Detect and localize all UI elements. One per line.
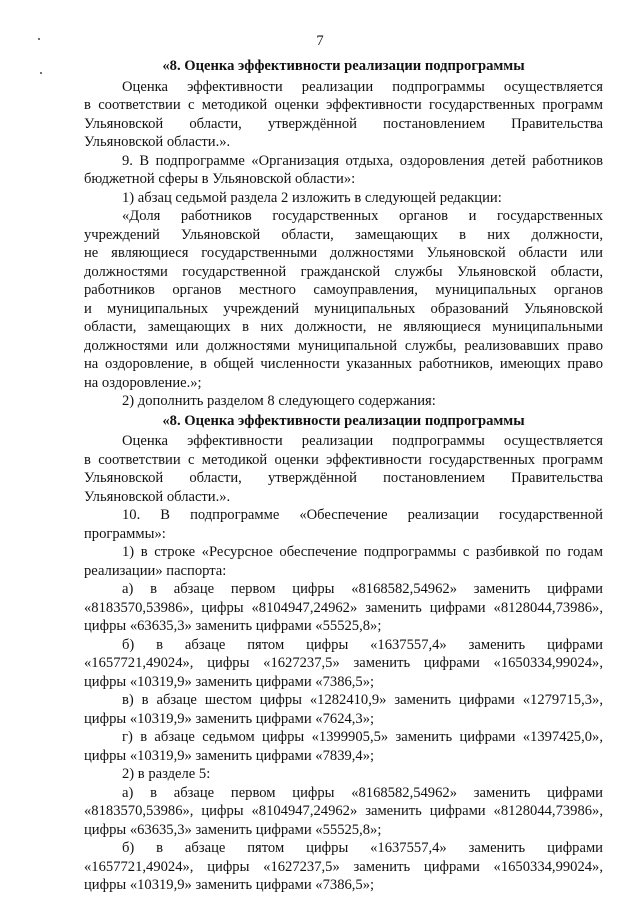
paragraph-line: и муниципальных учреждений муниципальных образований Ульяновской — [84, 300, 603, 317]
paragraph-line: Ульяновской области.». — [84, 488, 231, 505]
paragraph — [84, 691, 603, 728]
paragraph-line: 1) в строке «Ресурсное обеспечение подпрограммы с разбивкой по годам — [122, 544, 603, 560]
paragraph — [84, 636, 603, 692]
paragraph-line: цифры «10319,9» заменить цифрами «7624,3»; — [84, 710, 375, 727]
paragraph-line: цифры «10319,9» заменить цифрами «7839,4»; — [84, 747, 375, 764]
document-body — [84, 56, 603, 895]
paragraph-line: б) в абзаце пятом цифры «1637557,4» заменить цифрами — [122, 840, 603, 856]
paragraph-line: 2) в разделе 5: — [122, 766, 211, 782]
paragraph-line: должностями государственной гражданской службы Ульяновской области, — [84, 263, 603, 280]
paragraph-line: Ульяновской области.». — [84, 134, 231, 150]
paragraph — [84, 392, 603, 411]
paragraph-line: реализации» паспорта: — [84, 562, 227, 579]
paragraph-line: 1) абзац седьмой раздела 2 изложить в следующей редакции: — [122, 189, 502, 206]
paragraph-line: г) в абзаце седьмом цифры «1399905,5» заменить цифрами «1397425,0», — [122, 729, 603, 745]
paragraph-line: Оценка эффективности реализации подпрограммы осуществляется — [122, 78, 603, 95]
paragraph-line: 9. В подпрограмме «Организация отдыха, оздоровления детей работников — [122, 152, 603, 169]
paragraph-line: цифры «63635,3» заменить цифрами «55525,8»; — [84, 821, 382, 838]
paragraph — [84, 506, 603, 543]
paragraph-line: на оздоровление, в общей численности указанных работников, имеющих право — [84, 356, 603, 372]
page-number: 7 — [316, 33, 324, 49]
paragraph-line: в соответствии с методикой оценки эффективности государственных программ — [84, 451, 603, 468]
paragraph-line: не являющиеся государственными должностями Ульяновской области или — [84, 245, 603, 261]
paragraph-line: программы»: — [84, 525, 166, 542]
paragraph-line: на оздоровление.»; — [84, 374, 202, 391]
paragraph — [84, 839, 603, 895]
paragraph — [84, 543, 603, 580]
paragraph-line: работников органов местного самоуправления, муниципальных органов — [84, 282, 603, 298]
paragraph-line: «1657721,49024», цифры «1627237,5» заменить цифрами «1650334,99024», — [84, 655, 603, 671]
paragraph-line: области, замещающих в них должности, не являющиеся муниципальными — [84, 319, 603, 335]
paragraph — [84, 784, 603, 840]
paragraph-line: «8183570,53986», цифры «8104947,24962» заменить цифрами «8128044,73986», — [84, 803, 603, 819]
paragraph — [84, 728, 603, 765]
paragraph — [84, 207, 603, 392]
paragraph-line: учреждений Ульяновской области, замещающих в них должности, — [84, 226, 603, 243]
paragraph-line: Оценка эффективности реализации подпрограммы осуществляется — [122, 433, 603, 449]
paragraph — [84, 432, 603, 506]
paragraph-line: Ульяновской области, утверждённой постановлением Правительства — [84, 470, 603, 486]
paragraph-line: «Доля работников государственных органов и государственных — [122, 208, 603, 224]
paragraph-line: в соответствии с методикой оценки эффективности государственных программ — [84, 97, 603, 113]
section-heading: «8. Оценка эффективности реализации подпрограммы — [162, 58, 525, 74]
section-heading: «8. Оценка эффективности реализации подпрограммы — [162, 412, 525, 429]
scan-speck — [40, 72, 42, 74]
paragraph-line: в) в абзаце шестом цифры «1282410,9» заменить цифрами «1279715,3», — [122, 692, 603, 708]
paragraph — [84, 152, 603, 189]
paragraph-line: Ульяновской области, утверждённой постановлением Правительства — [84, 115, 603, 132]
paragraph — [84, 189, 603, 208]
paragraph-line: цифры «10319,9» заменить цифрами «7386,5»; — [84, 673, 375, 690]
paragraph — [84, 765, 603, 784]
paragraph-line: «1657721,49024», цифры «1627237,5» заменить цифрами «1650334,99024», — [84, 858, 603, 875]
paragraph-line: б) в абзаце пятом цифры «1637557,4» заменить цифрами — [122, 636, 603, 653]
paragraph — [84, 78, 603, 152]
paragraph-line: бюджетной сферы в Ульяновской области»: — [84, 171, 356, 187]
paragraph-line: а) в абзаце первом цифры «8168582,54962» заменить цифрами — [122, 784, 603, 801]
paragraph-line: 2) дополнить разделом 8 следующего содержания: — [122, 393, 436, 409]
paragraph — [84, 580, 603, 636]
paragraph-line: должностями или должностями муниципальной службы, реализовавших право — [84, 337, 603, 354]
paragraph-line: 10. В подпрограмме «Обеспечение реализации государственной — [122, 507, 603, 523]
paragraph-line: цифры «63635,3» заменить цифрами «55525,8»; — [84, 618, 382, 634]
paragraph-line: цифры «10319,9» заменить цифрами «7386,5»; — [84, 877, 375, 893]
paragraph-line: а) в абзаце первом цифры «8168582,54962» заменить цифрами — [122, 581, 603, 597]
paragraph-line: «8183570,53986», цифры «8104947,24962» заменить цифрами «8128044,73986», — [84, 599, 603, 616]
